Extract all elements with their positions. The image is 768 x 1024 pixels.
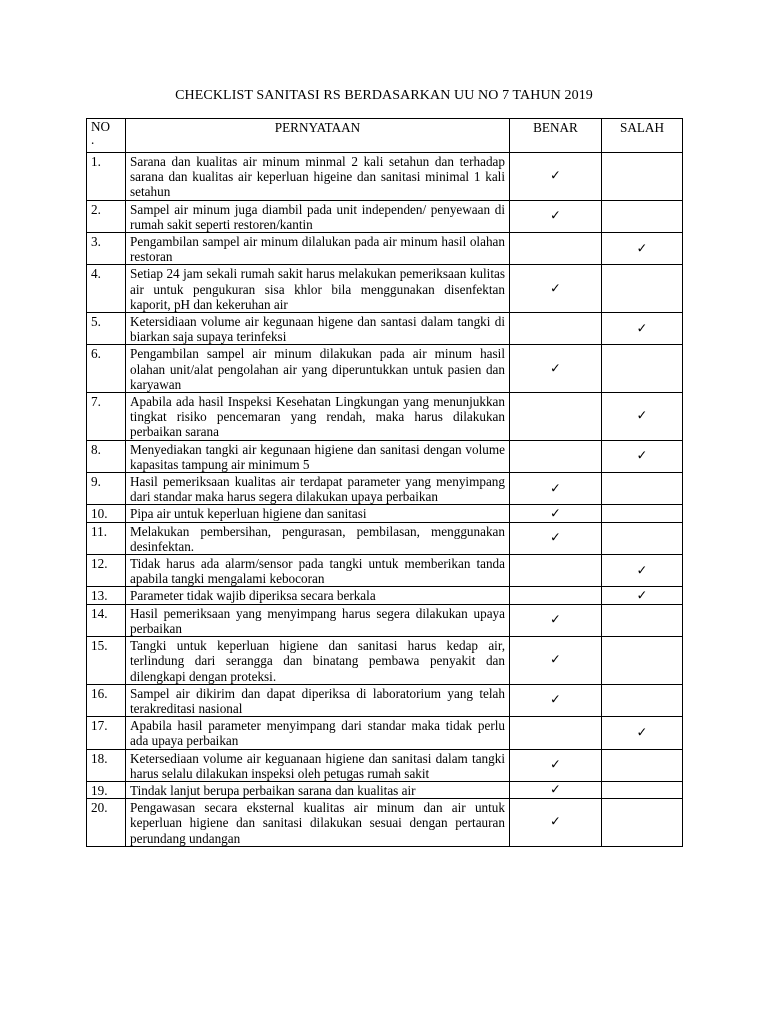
benar-cell [510, 153, 602, 201]
table-row [87, 717, 683, 749]
statement-text: Tangki untuk keperluan higiene dan sanitasi harus kedap air, terlindung dari serangga dan binatang pembawa penyakit dan dilengkapi dengan proteksi. [126, 637, 510, 685]
statement-text: Hasil pemeriksaan yang menyimpang harus segera dilakukan upaya perbaikan [126, 604, 510, 636]
row-number: 5. [87, 313, 126, 345]
row-number: 2. [87, 200, 126, 232]
statement-text: Pengambilan sampel air minum dilakukan pada air minum hasil olahan unit/alat pengolahan air yang diperuntukkan untuk pasien dan karyawan [126, 345, 510, 393]
salah-cell [602, 587, 683, 604]
checkmark-icon: ✓ [550, 692, 561, 708]
row-number: 4. [87, 265, 126, 313]
checkmark-icon: ✓ [636, 725, 648, 741]
statement-text: Parameter tidak wajib diperiksa secara berkala [126, 587, 510, 604]
table-row [87, 313, 683, 345]
benar-cell [510, 505, 602, 522]
salah-cell [602, 684, 683, 716]
checkmark-icon: ✓ [636, 241, 648, 257]
table-row [87, 473, 683, 505]
checkmark-icon: ✓ [636, 588, 648, 604]
row-number: 12. [87, 555, 126, 587]
checkmark-icon: ✓ [550, 281, 561, 297]
statement-text: Apabila ada hasil Inspeksi Kesehatan Lingkungan yang menunjukkan tingkat risiko pencemaran yang rendah, maka harus dilakukan perbaikan sarana [126, 393, 510, 441]
statement-text: Sampel air minum juga diambil pada unit independen/ penyewaan di rumah sakit seperti restoren/kantin [126, 200, 510, 232]
checkmark-icon: ✓ [636, 448, 648, 464]
statement-text: Hasil pemeriksaan kualitas air terdapat parameter yang menyimpang dari standar maka harus segera dilakukan upaya perbaikan [126, 473, 510, 505]
salah-cell [602, 604, 683, 636]
benar-cell [510, 684, 602, 716]
salah-cell [602, 393, 683, 441]
checklist-table [86, 118, 683, 847]
benar-cell [510, 781, 602, 798]
row-number: 11. [87, 522, 126, 554]
table-row [87, 200, 683, 232]
table-row [87, 345, 683, 393]
row-number: 14. [87, 604, 126, 636]
checkmark-icon: ✓ [636, 408, 648, 424]
table-row [87, 522, 683, 554]
row-number: 20. [87, 799, 126, 847]
page-title: CHECKLIST SANITASI RS BERDASARKAN UU NO 7 TAHUN 2019 [175, 88, 593, 103]
salah-cell [602, 555, 683, 587]
checkmark-icon: ✓ [636, 321, 648, 337]
statement-text: Sarana dan kualitas air minum minmal 2 kali setahun dan terhadap sarana dan kualitas air keperluan higeine dan sanitasi minimal 1 kali setahun [126, 153, 510, 201]
row-number: 8. [87, 440, 126, 472]
benar-cell [510, 345, 602, 393]
row-number: 6. [87, 345, 126, 393]
table-row [87, 555, 683, 587]
salah-cell [602, 440, 683, 472]
checkmark-icon: ✓ [550, 782, 561, 798]
benar-cell [510, 749, 602, 781]
benar-cell [510, 799, 602, 847]
checkmark-icon: ✓ [550, 361, 561, 377]
table-row [87, 587, 683, 604]
benar-cell [510, 393, 602, 441]
row-number: 7. [87, 393, 126, 441]
statement-text: Tidak harus ada alarm/sensor pada tangki untuk memberikan tanda apabila tangki mengalami kebocoran [126, 555, 510, 587]
header-salah: SALAH [602, 119, 683, 153]
salah-cell [602, 522, 683, 554]
row-number: 1. [87, 153, 126, 201]
header-row [87, 119, 683, 153]
statement-text: Pengawasan secara eksternal kualitas air minum dan air untuk keperluan higiene dan sanitasi dilakukan sesuai dengan pertauran perundang undangan [126, 799, 510, 847]
salah-cell [602, 473, 683, 505]
table-row [87, 393, 683, 441]
checkmark-icon: ✓ [550, 652, 561, 668]
table-row [87, 505, 683, 522]
checkmark-icon: ✓ [550, 757, 561, 773]
table-row [87, 153, 683, 201]
statement-text: Ketersidiaan volume air kegunaan higene dan santasi dalam tangki di biarkan saja supaya terinfeksi [126, 313, 510, 345]
salah-cell [602, 799, 683, 847]
statement-text: Pipa air untuk keperluan higiene dan sanitasi [126, 505, 510, 522]
salah-cell [602, 153, 683, 201]
table-row [87, 637, 683, 685]
table-row [87, 265, 683, 313]
salah-cell [602, 717, 683, 749]
table-row [87, 604, 683, 636]
row-number: 19. [87, 781, 126, 798]
benar-cell [510, 200, 602, 232]
benar-cell [510, 440, 602, 472]
statement-text: Apabila hasil parameter menyimpang dari standar maka tidak perlu ada upaya perbaikan [126, 717, 510, 749]
row-number: 3. [87, 233, 126, 265]
benar-cell [510, 313, 602, 345]
benar-cell [510, 604, 602, 636]
salah-cell [602, 233, 683, 265]
benar-cell [510, 637, 602, 685]
checkmark-icon: ✓ [550, 506, 561, 522]
salah-cell [602, 345, 683, 393]
header-benar: BENAR [510, 119, 602, 153]
row-number: 15. [87, 637, 126, 685]
row-number: 9. [87, 473, 126, 505]
statement-text: Menyediakan tangki air kegunaan higiene dan sanitasi dengan volume kapasitas tampung air minimum 5 [126, 440, 510, 472]
row-number: 13. [87, 587, 126, 604]
statement-text: Pengambilan sampel air minum dilalukan pada air minum hasil olahan restoran [126, 233, 510, 265]
benar-cell [510, 587, 602, 604]
checkmark-icon: ✓ [550, 481, 561, 497]
table-row [87, 233, 683, 265]
header-no: NO . [87, 119, 126, 153]
salah-cell [602, 637, 683, 685]
salah-cell [602, 200, 683, 232]
checkmark-icon: ✓ [550, 168, 561, 184]
statement-text: Melakukan pembersihan, pengurasan, pembilasan, menggunakan desinfektan. [126, 522, 510, 554]
row-number: 18. [87, 749, 126, 781]
table-row [87, 684, 683, 716]
salah-cell [602, 781, 683, 798]
benar-cell [510, 522, 602, 554]
checkmark-icon: ✓ [550, 530, 561, 546]
salah-cell [602, 749, 683, 781]
row-number: 16. [87, 684, 126, 716]
statement-text: Tindak lanjut berupa perbaikan sarana dan kualitas air [126, 781, 510, 798]
row-number: 10. [87, 505, 126, 522]
checkmark-icon: ✓ [636, 563, 648, 579]
row-number: 17. [87, 717, 126, 749]
statement-text: Setiap 24 jam sekali rumah sakit harus melakukan pemeriksaan kulitas air untuk pengukuran sisa khlor bila menggunakan disenfektan kaporit, pH dan kekeruhan air [126, 265, 510, 313]
salah-cell [602, 313, 683, 345]
salah-cell [602, 265, 683, 313]
table-row [87, 781, 683, 798]
checkmark-icon: ✓ [550, 814, 561, 830]
statement-text: Sampel air dikirim dan dapat diperiksa di laboratorium yang telah terakreditasi nasional [126, 684, 510, 716]
benar-cell [510, 265, 602, 313]
checkmark-icon: ✓ [550, 612, 561, 628]
benar-cell [510, 555, 602, 587]
checkmark-icon: ✓ [550, 208, 561, 224]
header-statement: PERNYATAAN [126, 119, 510, 153]
table-row [87, 440, 683, 472]
table-row [87, 799, 683, 847]
statement-text: Ketersediaan volume air keguanaan higiene dan sanitasi dalam tangki harus selalu dilakukan inspeksi oleh petugas rumah sakit [126, 749, 510, 781]
benar-cell [510, 233, 602, 265]
table-row [87, 749, 683, 781]
benar-cell [510, 717, 602, 749]
salah-cell [602, 505, 683, 522]
benar-cell [510, 473, 602, 505]
